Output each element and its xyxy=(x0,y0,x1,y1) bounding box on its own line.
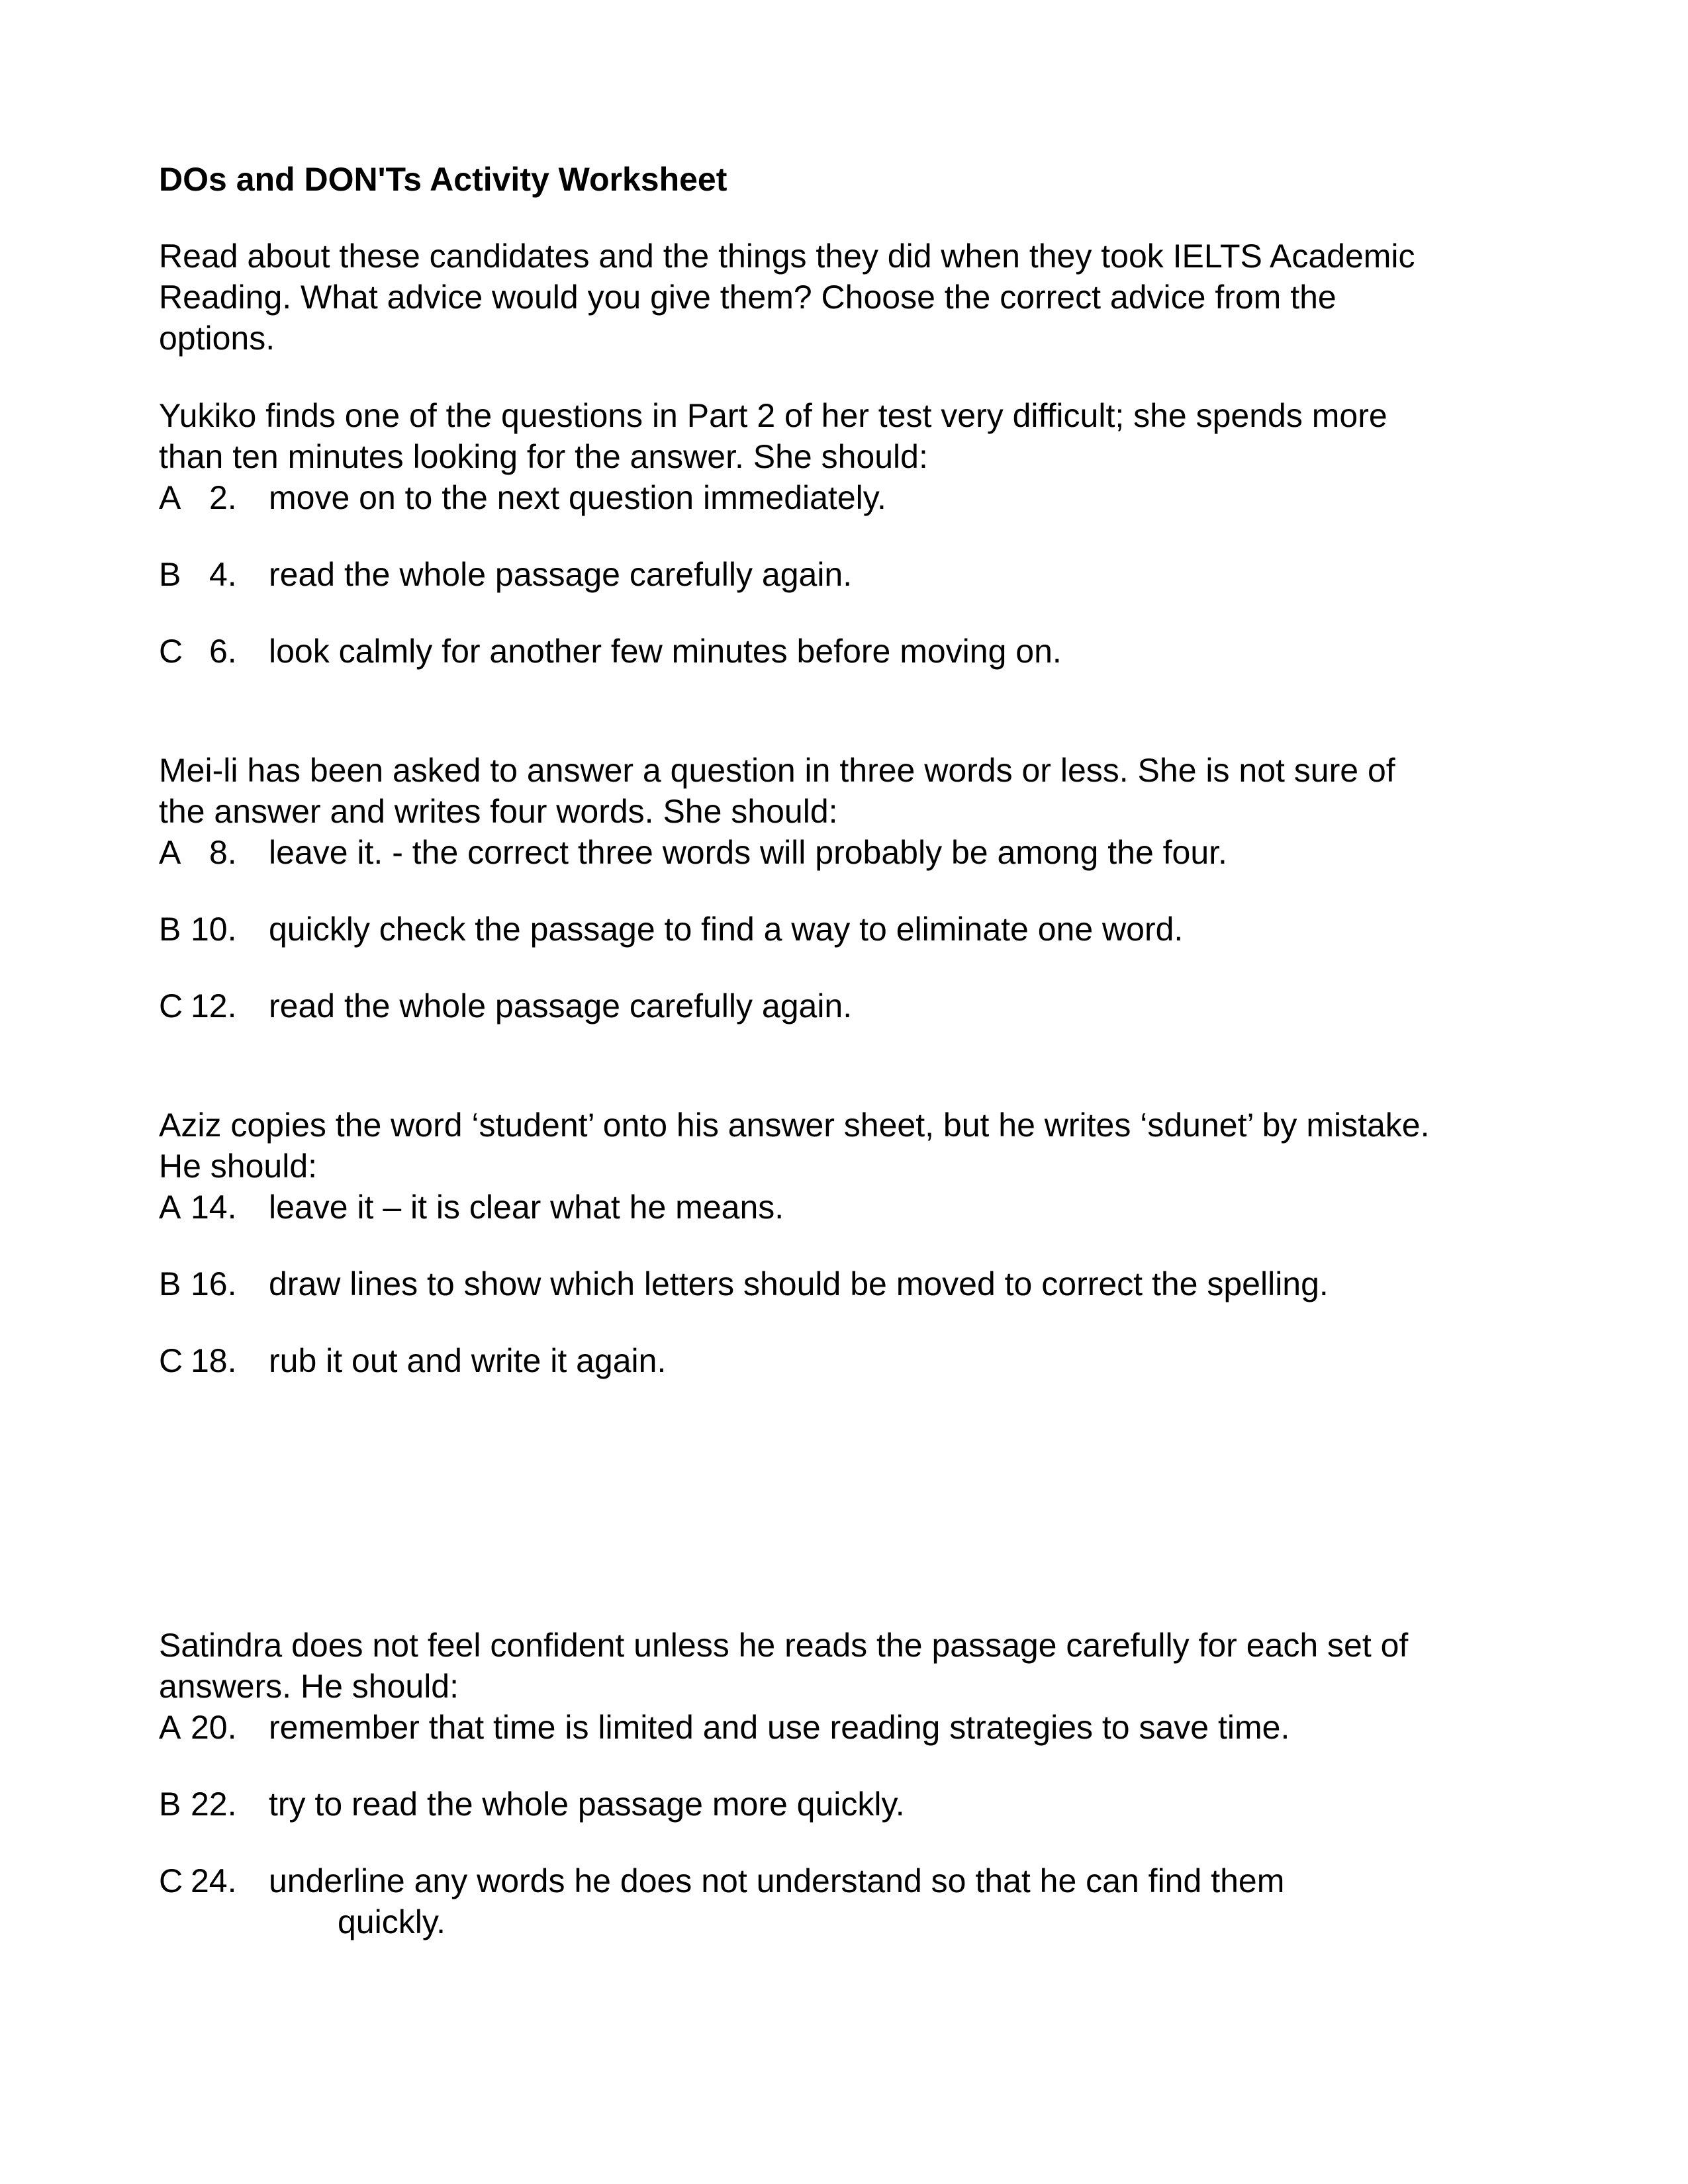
scenario-aziz xyxy=(159,1105,1536,1187)
option-letter: A xyxy=(159,1709,181,1746)
option-letter: B xyxy=(159,1265,181,1302)
option-text: read the whole passage carefully again. xyxy=(269,987,853,1024)
option-number: 24. xyxy=(191,1862,237,1899)
scenario-yukiko xyxy=(159,395,1536,477)
option-number: 14. xyxy=(191,1189,237,1226)
option-text: draw lines to show which letters should be moved to correct the spelling. xyxy=(269,1265,1329,1302)
option-text: leave it – it is clear what he means. xyxy=(269,1189,784,1226)
option-letter: A xyxy=(159,834,181,871)
scenario-line: answers. He should: xyxy=(159,1668,459,1705)
intro-line: Reading. What advice would you give them? Choose the correct advice from the xyxy=(159,279,1336,316)
option-text: quickly check the passage to find a way to eliminate one word. xyxy=(269,911,1184,948)
option-number: 10. xyxy=(191,911,237,948)
worksheet-title: DOs and DON'Ts Activity Worksheet xyxy=(159,161,727,198)
option-text: underline any words he does not understand so that he can find them xyxy=(269,1862,1285,1899)
scenario-line: the answer and writes four words. She should: xyxy=(159,793,838,830)
option-letter: C xyxy=(159,633,183,670)
scenario-line: than ten minutes looking for the answer. She should: xyxy=(159,438,928,475)
option-number: 8. xyxy=(209,834,237,871)
option-text: remember that time is limited and use reading strategies to save time. xyxy=(269,1709,1290,1746)
scenario-line: He should: xyxy=(159,1148,318,1185)
intro-line: Read about these candidates and the things they did when they took IELTS Academic xyxy=(159,238,1415,275)
scenario-line: Aziz copies the word ‘student’ onto his answer sheet, but he writes ‘sdunet’ by mistake. xyxy=(159,1107,1430,1144)
option-number: 20. xyxy=(191,1709,237,1746)
scenario-line: Satindra does not feel confident unless he reads the passage carefully for each set of xyxy=(159,1627,1409,1664)
option-number: 6. xyxy=(209,633,237,670)
option-letter: C xyxy=(159,1342,183,1379)
option-letter: A xyxy=(159,479,181,516)
option-letter: A xyxy=(159,1189,181,1226)
option-text: read the whole passage carefully again. xyxy=(269,556,853,593)
option-text-continuation: quickly. xyxy=(338,1903,446,1940)
option-letter: C xyxy=(159,987,183,1024)
option-letter: C xyxy=(159,1862,183,1899)
option-letter: B xyxy=(159,556,181,593)
scenario-line: Yukiko finds one of the questions in Part 2 of her test very difficult; she spends more xyxy=(159,397,1387,434)
scenario-satindra xyxy=(159,1625,1536,1707)
option-letter: B xyxy=(159,911,181,948)
option-number: 2. xyxy=(209,479,237,516)
option-text: rub it out and write it again. xyxy=(269,1342,667,1379)
option-text: leave it. - the correct three words will probably be among the four. xyxy=(269,834,1227,871)
option-number: 12. xyxy=(191,987,237,1024)
intro-line: options. xyxy=(159,320,275,357)
option-number: 22. xyxy=(191,1786,237,1823)
option-number: 18. xyxy=(191,1342,237,1379)
scenario-line: Mei-li has been asked to answer a question in three words or less. She is not sure of xyxy=(159,752,1395,789)
option-text-block xyxy=(269,1860,1284,1942)
option-letter: B xyxy=(159,1786,181,1823)
option-number: 4. xyxy=(209,556,237,593)
option-text: look calmly for another few minutes before moving on. xyxy=(269,633,1062,670)
option-number: 16. xyxy=(191,1265,237,1302)
option-text: try to read the whole passage more quickly. xyxy=(269,1786,905,1823)
option-text: move on to the next question immediately. xyxy=(269,479,886,516)
intro-paragraph xyxy=(159,236,1536,359)
scenario-mei-li xyxy=(159,750,1536,832)
